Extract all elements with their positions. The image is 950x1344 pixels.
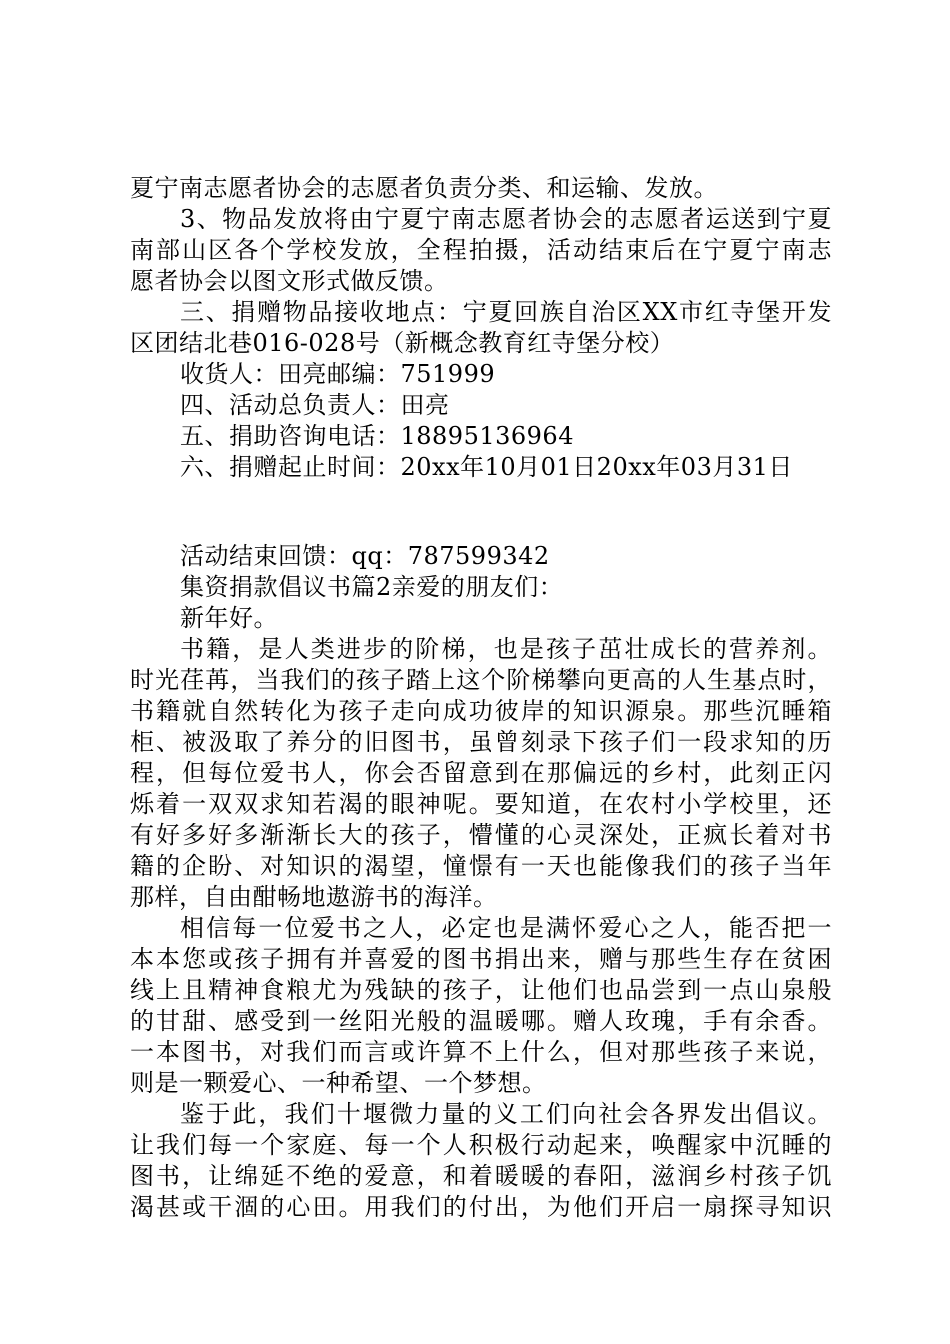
text-line: 三、捐赠物品接收地点：宁夏回族自治区XX市红寺堡开发	[180, 298, 832, 326]
text-line: 有好多好多渐渐长大的孩子，懵懂的心灵深处，正疯长着对书	[130, 821, 832, 849]
text-line: 图书，让绵延不绝的爱意，和着暖暖的春阳，滋润乡村孩子饥	[130, 1162, 832, 1190]
text-line: 籍的企盼、对知识的渴望，憧憬有一天也能像我们的孩子当年	[130, 852, 832, 880]
text-line: 本本您或孩子拥有并喜爱的图书捐出来，赠与那些生存在贫困	[130, 945, 832, 973]
text-line: 程，但每位爱书人，你会否留意到在那偏远的乡村，此刻正闪	[130, 759, 832, 787]
text-line: 的甘甜、感受到一丝阳光般的温暖哪。赠人玫瑰，手有余香。	[130, 1007, 832, 1035]
text-line: 柜、被汲取了养分的旧图书，虽曾刻录下孩子们一段求知的历	[130, 728, 832, 756]
text-line: 收货人：田亮邮编：751999	[180, 360, 496, 388]
text-line: 鉴于此，我们十堰微力量的义工们向社会各界发出倡议。	[180, 1100, 832, 1128]
text-line: 新年好。	[180, 604, 278, 632]
text-line: 集资捐款倡议书篇2亲爱的朋友们：	[180, 573, 564, 601]
text-line: 让我们每一个家庭、每一个人积极行动起来，唤醒家中沉睡的	[130, 1131, 832, 1159]
document-page	[130, 173, 832, 1223]
text-line: 南部山区各个学校发放，全程拍摄，活动结束后在宁夏宁南志	[130, 236, 832, 264]
text-line: 愿者协会以图文形式做反馈。	[130, 267, 449, 295]
blank-line	[130, 483, 832, 541]
text-line: 区团结北巷016-028号（新概念教育红寺堡分校）	[130, 329, 675, 357]
text-line: 夏宁南志愿者协会的志愿者负责分类、和运输、发放。	[130, 174, 718, 202]
text-line: 一本图书，对我们而言或许算不上什么，但对那些孩子来说，	[130, 1038, 832, 1066]
text-line: 书籍就自然转化为孩子走向成功彼岸的知识源泉。那些沉睡箱	[130, 697, 832, 725]
text-line: 时光荏苒，当我们的孩子踏上这个阶梯攀向更高的人生基点时，	[130, 666, 832, 694]
text-line: 那样，自由酣畅地遨游书的海洋。	[130, 883, 498, 911]
text-line: 书籍，是人类进步的阶梯，也是孩子茁壮成长的营养剂。	[180, 635, 832, 663]
text-line: 3、物品发放将由宁夏宁南志愿者协会的志愿者运送到宁夏	[180, 205, 832, 233]
text-line: 则是一颗爱心、一种希望、一个梦想。	[130, 1069, 547, 1097]
text-line: 四、活动总负责人：田亮	[180, 391, 450, 419]
text-line: 六、捐赠起止时间：20xx年10月01日20xx年03月31日	[180, 453, 793, 481]
text-line: 烁着一双双求知若渴的眼神呢。要知道，在农村小学校里，还	[130, 790, 832, 818]
text-line: 活动结束回馈：qq：787599342	[180, 542, 550, 570]
text-line: 渴甚或干涸的心田。用我们的付出，为他们开启一扇探寻知识	[130, 1193, 832, 1221]
text-line: 相信每一位爱书之人，必定也是满怀爱心之人，能否把一	[180, 914, 832, 942]
text-line: 线上且精神食粮尤为残缺的孩子，让他们也品尝到一点山泉般	[130, 976, 832, 1004]
text-line: 五、捐助咨询电话：18895136964	[180, 422, 574, 450]
